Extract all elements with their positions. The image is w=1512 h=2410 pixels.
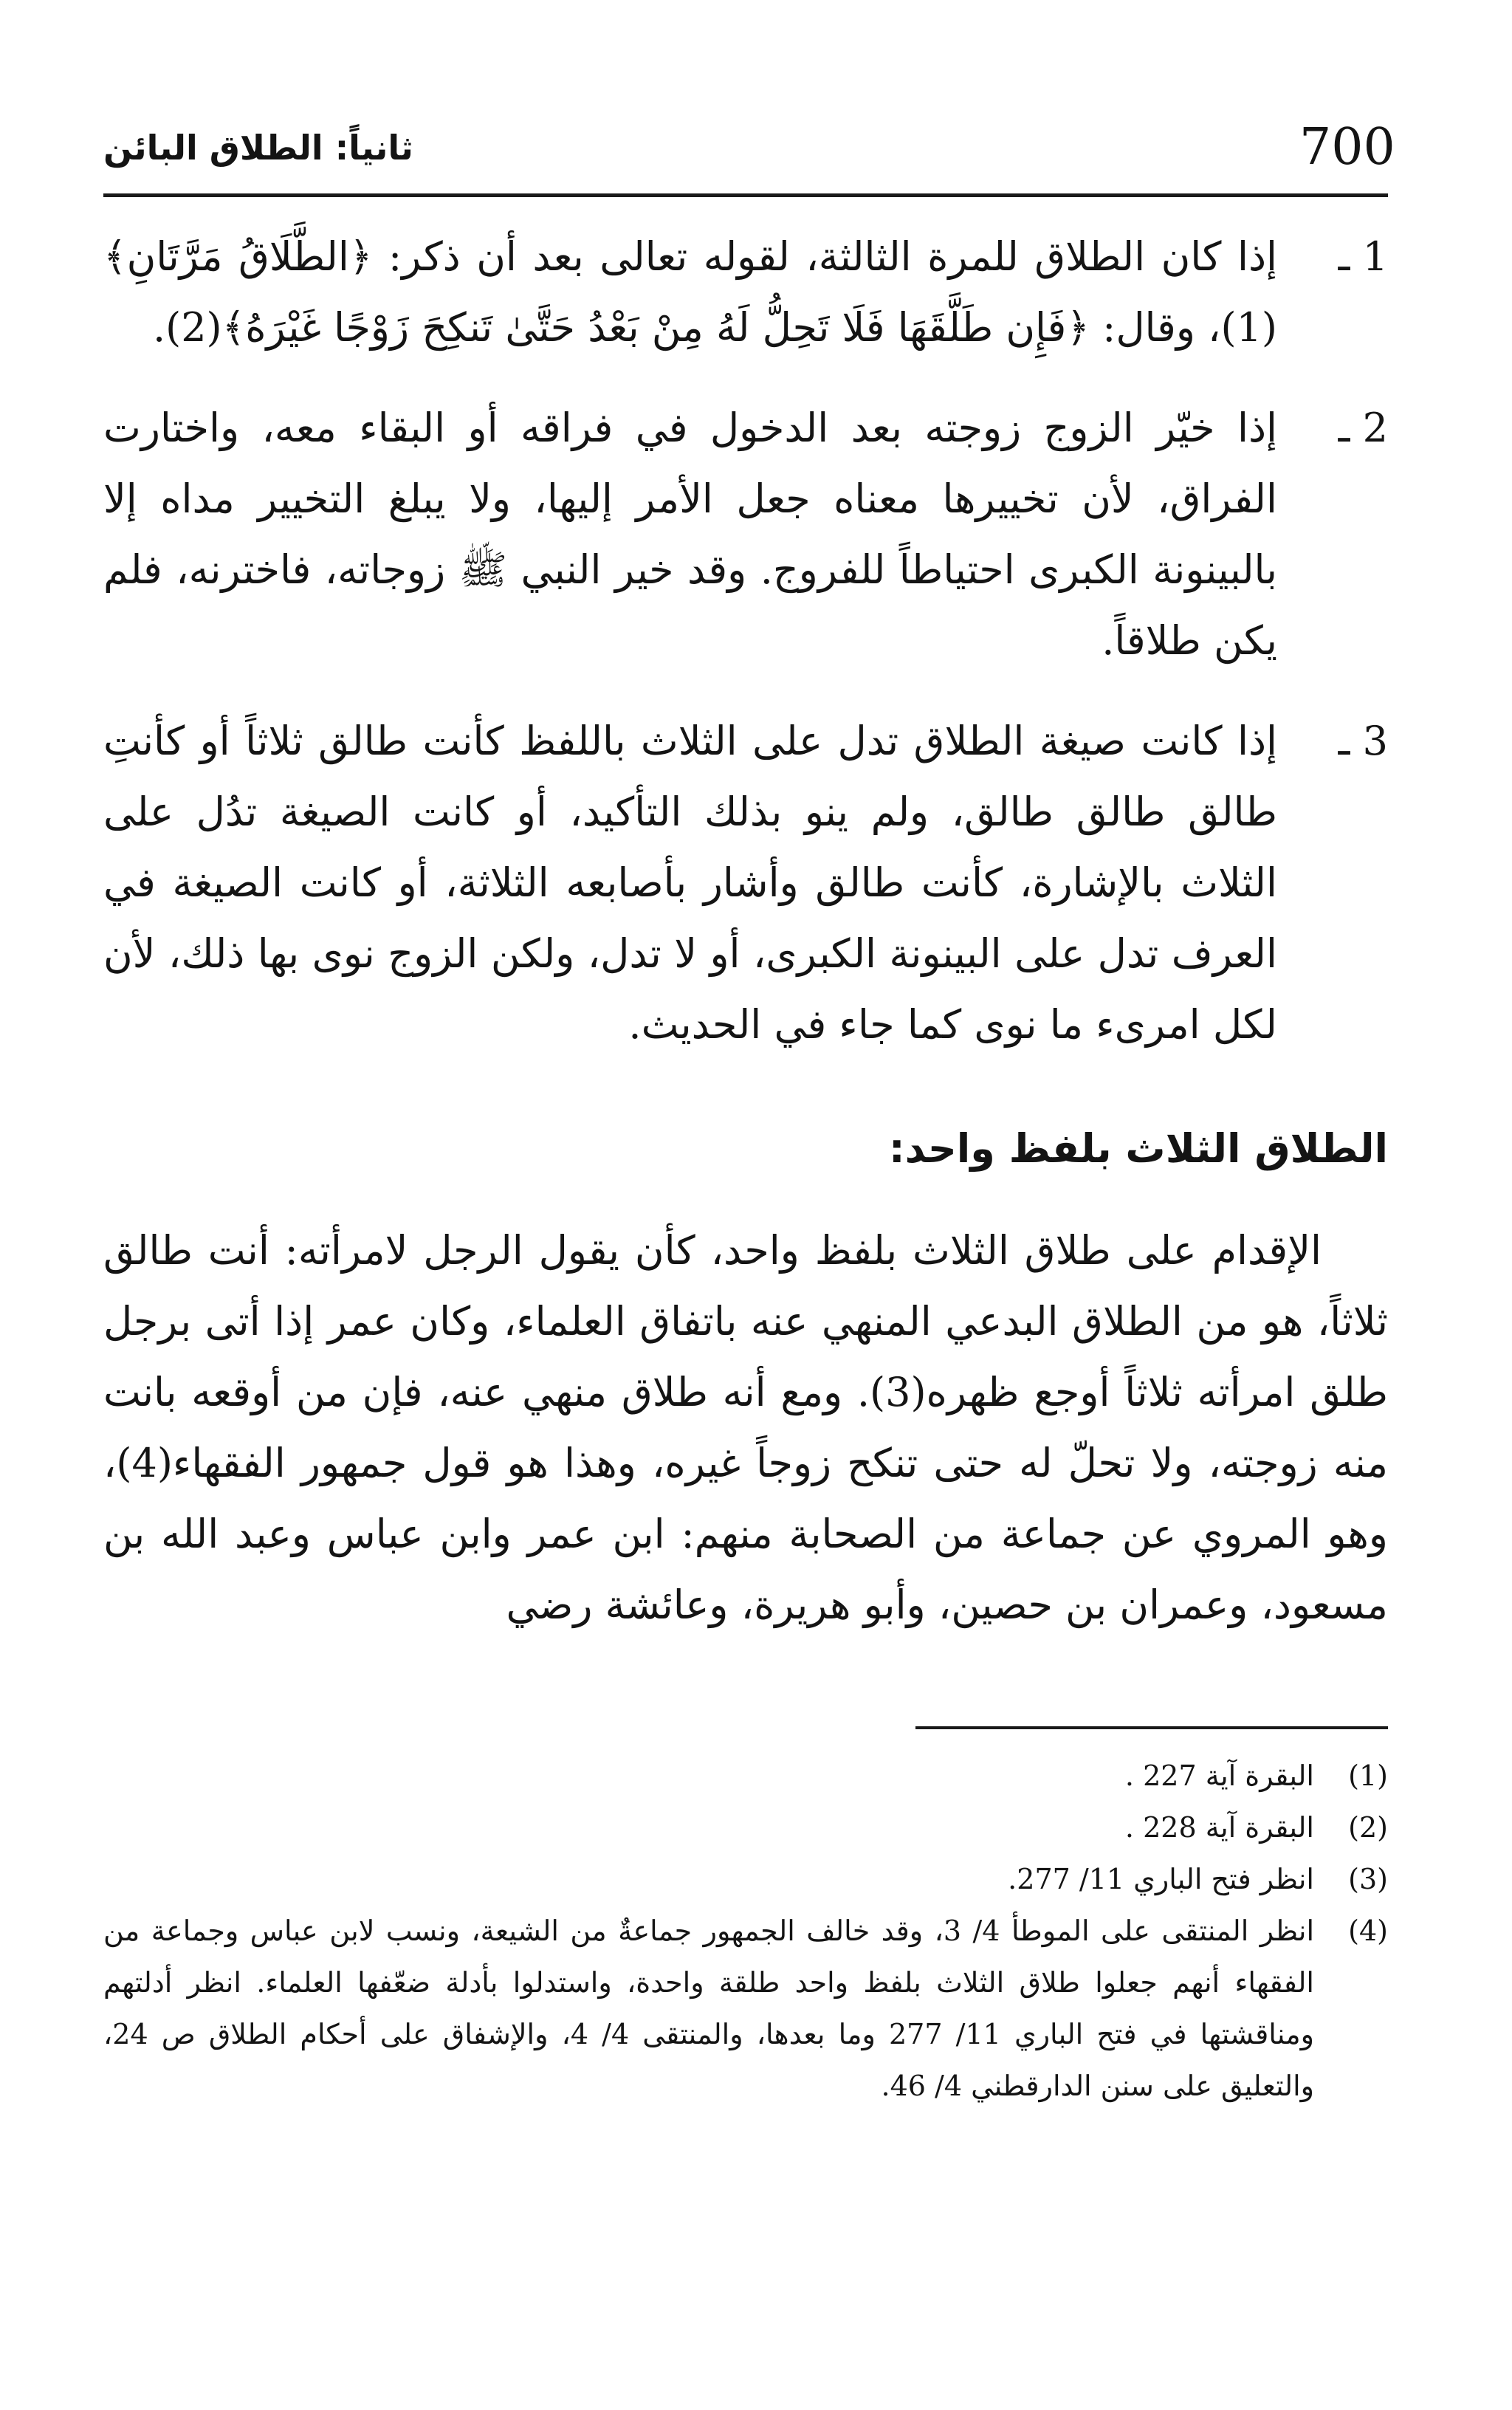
footnote <box>103 1905 1388 2112</box>
footnote <box>103 1750 1388 1802</box>
item-number: 1 <box>1362 233 1388 280</box>
footnote <box>103 1853 1388 1905</box>
footnote-text: انظر المنتقى على الموطأ 4/ 3، وقد خالف الجمهور جماعةٌ من الشيعة، ونسب لابن عباس وجماعة من الفقهاء أنهم جعلوا طلاق الثلاث بلفظ واحد طلقة واحدة، واستدلوا بأدلة ضعّفها العلماء. انظر أدلتهم ومناقشتها في فتح الباري 11/ 277 وما بعدها، والمنتقى 4/ 4، والإشفاق على أحكام الطلاق ص 24، والتعليق على سنن الدارقطني 4/ 46. <box>103 1915 1314 2102</box>
item-dash: ـ <box>1338 718 1350 764</box>
section-paragraph: الإقدام على طلاق الثلاث بلفظ واحد، كأن يقول الرجل لامرأته: أنت طالق ثلاثاً، هو من الطلاق البدعي المنهي عنه باتفاق العلماء، وكان عمر إذا أتى برجل طلق امرأته ثلاثاً أوجع ظهره(3). ومع أنه طلاق منهي عنه، فإن من أوقعه بانت منه زوجته، ولا تحلّ له حتى تنكح زوجاً غيره، وهذا هو قول جمهور الفقهاء(4)، وهو المروي عن جماعة من الصحابة منهم: ابن عمر وابن عباس وعبد الله بن مسعود، وعمران بن حصين، وأبو هريرة، وعائشة رضي <box>103 1227 1388 1628</box>
footnote-marker: (2) <box>1348 1811 1388 1844</box>
footnote-text: البقرة آية 227 . <box>1124 1760 1314 1792</box>
footnote-marker: (3) <box>1348 1863 1388 1895</box>
footnotes <box>103 1750 1388 2112</box>
running-title: ثانياً: الطلاق البائن <box>103 128 413 168</box>
item-dash: ـ <box>1338 233 1350 280</box>
item-dash: ـ <box>1338 405 1350 451</box>
footnote-marker: (4) <box>1348 1915 1388 1947</box>
section-heading: الطلاق الثلاث بلفظ واحد: <box>889 1125 1388 1172</box>
item-text: إذا خيّر الزوج زوجته بعد الدخول في فراقه أو البقاء معه، واختارت الفراق، لأن تخييرها معناه جعل الأمر إليها، ولا يبلغ التخيير مداه إلا بالبينونة الكبرى احتياطاً للفروج. وقد خير النبي ﷺ زوجاته، فاخترنه، فلم يكن طلاقاً. <box>103 405 1278 664</box>
footnote-text: البقرة آية 228 . <box>1124 1811 1314 1844</box>
item-number: 2 <box>1362 405 1388 451</box>
item-number: 3 <box>1362 718 1388 764</box>
item-text: إذا كان الطلاق للمرة الثالثة، لقوله تعالى بعد أن ذكر: ﴿الطَّلَاقُ مَرَّتَانِ﴾(1)، وقال: ﴿فَإِن طَلَّقَهَا فَلَا تَحِلُّ لَهُ مِنْ بَعْدُ حَتَّىٰ تَنكِحَ زَوْجًا غَيْرَهُ﴾(2). <box>103 233 1277 351</box>
footnote-text: انظر فتح الباري 11/ 277. <box>1008 1863 1314 1895</box>
item-marker <box>1285 393 1388 464</box>
item-marker <box>1285 706 1388 777</box>
footnote <box>103 1802 1388 1853</box>
footnote-marker: (1) <box>1348 1760 1388 1792</box>
item-marker <box>1285 222 1388 292</box>
list-item <box>103 706 1388 1060</box>
header-rule <box>103 193 1388 197</box>
footnote-rule <box>915 1726 1388 1729</box>
page-header <box>103 111 1395 192</box>
list-item <box>103 393 1388 676</box>
list-item <box>103 222 1388 363</box>
page-number: 700 <box>1299 118 1395 176</box>
item-text: إذا كانت صيغة الطلاق تدل على الثلاث باللفظ كأنت طالق ثلاثاً أو كأنتِ طالق طالق طالق، ولم ينو بذلك التأكيد، أو كانت الصيغة تدُل على الثلاث بالإشارة، كأنت طالق وأشار بأصابعه الثلاثة، أو كانت الصيغة في العرف تدل على البينونة الكبرى، أو لا تدل، ولكن الزوج نوى بها ذلك، لأن لكل امرىء ما نوى كما جاء في الحديث. <box>103 718 1277 1048</box>
main-text <box>103 222 1388 1641</box>
